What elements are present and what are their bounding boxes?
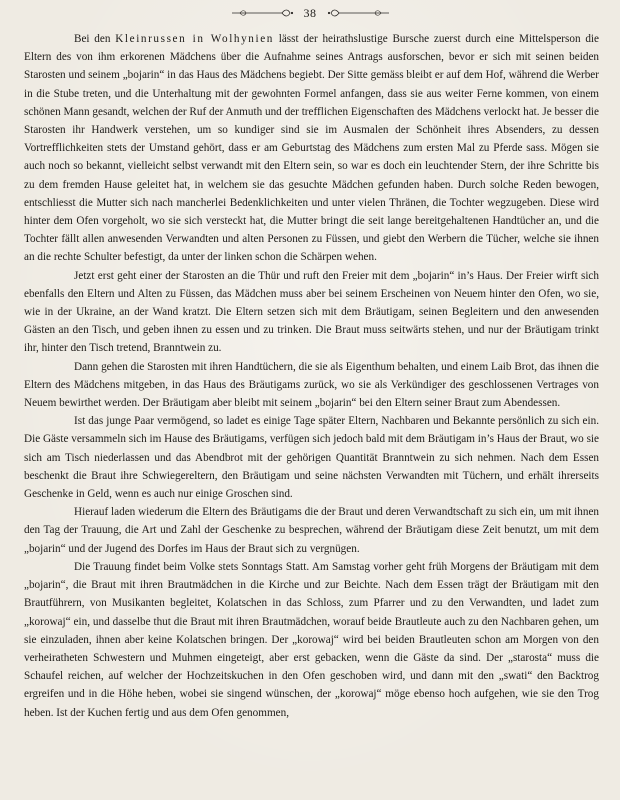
paragraph bbox=[24, 30, 599, 267]
spaced-term: Kleinrussen in Wolhynien bbox=[115, 33, 274, 45]
right-ornament-icon bbox=[327, 8, 391, 18]
paragraph: Die Trauung findet beim Volke stets Sonntags Statt. Am Samstag vorher geht früh Morgens der Bräutigam mit dem „bojarin“, die Braut mit ihren Brautmädchen in die Kirche und zur Beichte. Nach dem Essen trägt der Bräutigam mit den Brautführern, von Musikanten begleitet, Kolatschen in das Schloss, zum Pfarrer und zu den Verwandten, und ladet zum „korowaj“ ein, und dasselbe thut die Braut mit ihren Brautmädchen, worauf beide Brautleute auch zu den Nachbaren gehen, um sie einzuladen, ihnen aber keine Kolatschen bringen. Der „korowaj“ wird bei beiden Brautleuten schon am Morgen von den verheiratheten Schwestern und Muhmen eingeteigt, aber erst gebacken, wenn die Gäste da sind. Der „starosta“ muss die Schaufel reichen, auf welcher der Hochzeitskuchen in den Ofen geschoben wird, und dann mit den „swati“ den Backtrog ergreifen und in die Höhe heben, wobei sie singend wünschen, der „korowaj“ möge ebenso hoch aufgehen, wie sie den Trog heben. Ist der Kuchen fertig und aus dem Ofen genommen, bbox=[24, 560, 599, 719]
paragraph: Hierauf laden wiederum die Eltern des Bräutigams die der Braut und deren Verwandtschaft zu sich ein, um mit ihnen den Tag der Trauung, die Art und Zahl der Geschenke zu besprechen, während der Bräutigam diese Zeit benutzt, um mit dem „bojarin“ und der Jugend des Dorfes im Haus der Braut sich zu vergnügen. bbox=[24, 506, 599, 555]
body-text bbox=[24, 30, 599, 722]
paragraph-lead: Bei den bbox=[74, 33, 116, 45]
paragraph: Dann gehen die Starosten mit ihren Handtüchern, die sie als Eigenthum behalten, und einem Laib Brot, das ihnen die Eltern des Mädchens mitgeben, in das Haus des Bräutigams zurück, wo sie als Verkündiger des geschlossenen Vertrages von Neuem bewirthet werden. Der Bräutigam aber bleibt mit seinem „bojarin“ bei den Eltern seiner Braut zum Abendessen. bbox=[24, 360, 599, 410]
paragraph: Ist das junge Paar vermögend, so ladet es einige Tage später Eltern, Nachbaren und Bekannte persönlich zu sich ein. Die Gäste versammeln sich im Hause des Bräutigams, verfügen sich jedoch bald mit dem Bräutigam in’s Haus der Braut, wo sie sich am Tisch niederlassen und das Abendbrot mit der gehörigen Quantität Branntwein zu sich nehmen. Nach dem Essen beschenkt die Braut ihre Schwiegereltern, den Bräutigam und seine nächsten Verwandten mit Tüchern, und erhält ihrerseits Geschenke in Geld, wenn es auch nur einige Groschen sind. bbox=[24, 415, 599, 501]
page-header bbox=[0, 5, 620, 21]
paragraph-text: lässt der heirathslustige Bursche zuerst durch eine Mittelsperson die Eltern des von ihm erkorenen Mädchens über die Aufnahme seines Antrags ausforschen, bevor er sich mit seinen beiden Starosten und seinem „bojarin“ in das Haus des Mädchens begiebt. Der Sitte gemäss bleibt er auf dem Hof, während die Werber in die Stube treten, und die Unterhaltung mit der gewohnten Formel anfangen, dass sie aus weiter Ferne kommen, von einem schönen Mann gesandt, welchen der Ruf der Anmuth und der trefflichen Eigenschaften des Mädchens verlockt hat. Je besser die Starosten ihr Handwerk verstehen, um so kundiger sind sie im Ausmalen der Schönheit ihres Absenders, zu dessen Vortrefflichkeiten stets der Umstand gehört, dass er am Geburtstag des Mädchens zum ersten Mal zu Pferde sass. Mögen sie auch noch so bekannt, vielleicht selbst verwandt mit den Eltern sein, so war es doch ein leuchtender Stern, der ihre Schritte bis zu dem fremden Hause geleitet hat, in welchem sie das gesuchte Mädchen gefunden haben. Durch solche Reden bewogen, entschliesst die Mutter sich nach mancherlei Bedenklichkeiten und unter vielen Thränen, die Tochter wegzugeben. Diese wird hinter dem Ofen vorgeholt, wo sie sich versteckt hat, die Mutter bringt die seit lange bereitgehaltenen Handtücher an, und die Tochter fällt allen anwesenden Verwandten und alten Personen zu Füssen, und giebt den Werbern die Tücher, welche sie ihnen an die rechte Schulter befestigt, da unter der linken schon die Schärpen wehen. bbox=[24, 33, 599, 264]
page-number: 38 bbox=[303, 5, 317, 20]
paragraph: Jetzt erst geht einer der Starosten an die Thür und ruft den Freier mit dem „bojarin“ in’s Haus. Der Freier wirft sich ebenfalls den Eltern und Alten zu Füssen, das Mädchen muss aber bei seinem Erscheinen von Neuem hinter den Ofen, wo sie, wie in der Ukraine, an der Wand kratzt. Die Eltern setzen sich mit dem Bräutigam, seinen Begleitern und den anwesenden Gästen an den Tisch, und geben ihnen zu essen und zu trinken. Die Braut muss seitwärts stehen, und nur der Bräutigam trinkt ihr, hinter den Tisch tretend, Branntwein zu. bbox=[24, 269, 599, 355]
left-ornament-icon bbox=[230, 8, 294, 18]
